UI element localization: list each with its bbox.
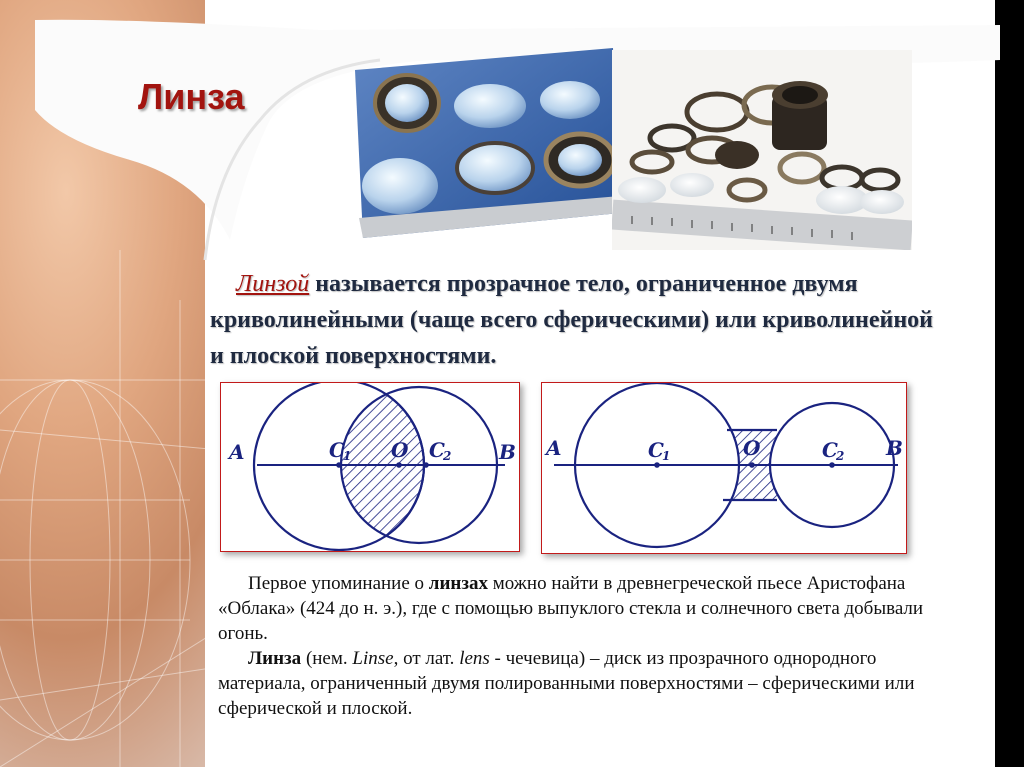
label-c1-sub: 1: [662, 449, 671, 463]
page-title: Линза: [138, 76, 245, 117]
label-b: B: [499, 440, 516, 464]
label-b: B: [886, 436, 903, 460]
label-a: A: [546, 436, 562, 460]
diagram-convex-lens: [220, 382, 520, 552]
p2-lens: lens: [459, 648, 490, 669]
label-a: A: [229, 440, 245, 464]
label-o: O: [743, 436, 761, 460]
point-c2: [423, 462, 429, 468]
p2-linse: Linse: [352, 648, 394, 669]
definition-text: [210, 266, 950, 374]
diagram-concave-lens: [541, 382, 907, 554]
history-text: [218, 571, 928, 721]
point-c1: [654, 462, 660, 468]
definition-term: Линзой: [236, 271, 310, 297]
label-c1-sub: 1: [343, 449, 352, 463]
p2-term: Линза: [248, 648, 302, 669]
p1-term: линзах: [428, 573, 488, 594]
point-o: [396, 462, 402, 468]
p2-a: (нем.: [305, 648, 348, 669]
label-c2: C: [822, 438, 838, 462]
p1-prefix: Первое упоминание о: [248, 573, 425, 594]
point-c2: [829, 462, 835, 468]
p2-b: , от лат.: [393, 648, 455, 669]
label-o: O: [391, 438, 409, 462]
lenses-photo-2: [612, 50, 912, 250]
history-paragraph-2: [218, 646, 928, 721]
history-paragraph-1: [218, 571, 928, 646]
p2-rest: - чечевица) – диск из прозрачного однородного материала, ограниченный двумя полированными поверхностями – сферическими или сферической и плоской.: [218, 648, 915, 719]
label-c1: C: [648, 438, 664, 462]
label-c2-sub: 2: [836, 449, 845, 463]
definition-body: называется прозрачное тело, ограниченное двумя криволинейными (чаще всего сферическими) или криволинейной и плоской поверхностями.: [210, 271, 934, 369]
point-o: [749, 462, 755, 468]
concave-lens-svg: [542, 383, 906, 553]
convex-lens-svg: [221, 383, 519, 551]
p1-rest: можно найти в древнегреческой пьесе Аристофана «Облака» (424 до н. э.), где с помощью выпуклого стекла и солнечного света добывали огонь.: [218, 573, 924, 644]
label-c2-sub: 2: [443, 449, 452, 463]
point-c1: [336, 462, 342, 468]
label-c2: C: [429, 438, 445, 462]
lenses-photo-1: [345, 48, 620, 238]
label-c1: C: [329, 438, 345, 462]
